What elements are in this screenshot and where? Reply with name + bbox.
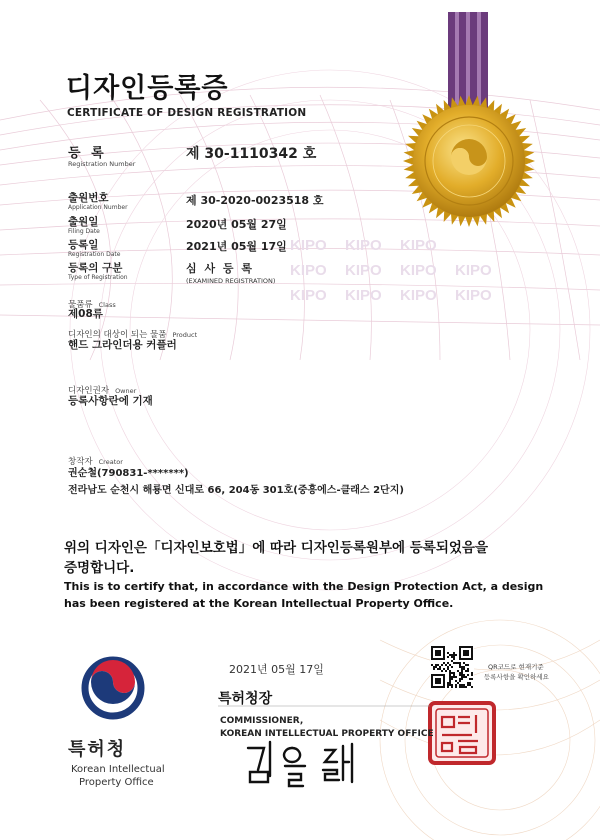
product-label-en: Product xyxy=(172,331,198,339)
kipo-logo-icon xyxy=(85,660,141,716)
class-label-en: Class xyxy=(98,301,116,309)
issue-date: 2021년 05월 17일 xyxy=(229,663,324,676)
svg-text:KIPO: KIPO xyxy=(290,237,327,254)
statement-ko-line2: 증명합니다. xyxy=(64,560,135,576)
office-name: 특허청 xyxy=(68,739,127,760)
qr-code-icon xyxy=(430,645,474,689)
product-value: 핸드 그라인더용 커플러 xyxy=(68,339,177,351)
owner-value: 등록사항란에 기재 xyxy=(68,395,153,407)
registration-type-sub: (EXAMINED REGISTRATION) xyxy=(186,277,276,285)
filing-date-value: 2020년 05월 27일 xyxy=(186,218,287,231)
statement-ko xyxy=(64,538,488,578)
owner-label: 디자인권자 xyxy=(68,386,110,396)
registration-date-value: 2021년 05월 17일 xyxy=(186,240,287,253)
application-number-label: 출원번호 xyxy=(68,192,109,204)
registration-type-value: 심 사 등 록 xyxy=(186,262,254,275)
svg-text:KIPO: KIPO xyxy=(345,287,382,304)
registration-number: 제 30-1110342 호 xyxy=(186,146,317,162)
statement-ko-line1: 위의 디자인은「디자인보호법」에 따라 디자인등록원부에 등록되었음을 xyxy=(64,540,488,556)
creator-name: 권순철(790831-*******) xyxy=(68,468,189,479)
registration-date-label: 등록일 xyxy=(68,239,99,251)
page-subtitle: CERTIFICATE OF DESIGN REGISTRATION xyxy=(67,107,307,119)
qr-note-line2: 등록사항을 확인하세요 xyxy=(484,673,549,681)
official-stamp-icon xyxy=(430,703,494,763)
creator-label: 창작자 xyxy=(68,457,93,467)
class-value: 제08류 xyxy=(68,308,103,320)
svg-text:KIPO: KIPO xyxy=(455,287,492,304)
svg-text:KIPO: KIPO xyxy=(345,262,382,279)
svg-text:KIPO: KIPO xyxy=(400,262,437,279)
svg-text:KIPO: KIPO xyxy=(455,262,492,279)
svg-text:KIPO: KIPO xyxy=(345,237,382,254)
application-number-label-en: Application Number xyxy=(68,204,128,211)
svg-text:KIPO: KIPO xyxy=(400,287,437,304)
registration-type-label: 등록의 구분 xyxy=(68,262,123,274)
commissioner-en-line2: KOREAN INTELLECTUAL PROPERTY OFFICE xyxy=(220,729,434,739)
registration-label-en: Registration Number xyxy=(68,160,136,168)
svg-text:KIPO: KIPO xyxy=(290,287,327,304)
signature xyxy=(248,742,352,786)
commissioner-title: 특허청장 xyxy=(218,691,273,707)
creator-label-en: Creator xyxy=(98,458,123,466)
office-name-en-line1: Korean Intellectual xyxy=(71,764,165,775)
registration-date-label-en: Registration Date xyxy=(68,251,121,258)
registration-label: 등 록 xyxy=(68,146,107,161)
gold-seal-icon xyxy=(403,95,535,227)
commissioner-en-line1: COMMISSIONER, xyxy=(220,716,304,726)
watermark-kipo xyxy=(290,237,492,304)
statement-en xyxy=(64,578,543,612)
office-name-en-line2: Property Office xyxy=(79,777,154,788)
creator-address: 전라남도 순천시 해룡면 신대로 66, 204동 301호(중흥에스-클래스 2단지) xyxy=(68,485,404,496)
qr-note-line1: QR코드로 현재기준 xyxy=(488,663,544,671)
application-number-value: 제 30-2020-0023518 호 xyxy=(186,194,324,207)
filing-date-label-en: Filing Date xyxy=(68,228,100,235)
owner-label-en: Owner xyxy=(115,387,137,395)
class-label: 물품류 xyxy=(68,300,93,310)
filing-date-label: 출원일 xyxy=(68,216,99,228)
statement-en-line2: has been registered at the Korean Intellectual Property Office. xyxy=(64,597,454,610)
product-label: 디자인의 대상이 되는 물품 xyxy=(68,330,167,340)
statement-en-line1: This is to certify that, in accordance with the Design Protection Act, a design xyxy=(64,580,544,593)
svg-text:KIPO: KIPO xyxy=(400,237,437,254)
registration-type-label-en: Type of Registration xyxy=(68,274,128,281)
svg-text:KIPO: KIPO xyxy=(290,262,327,279)
page-title: 디자인등록증 xyxy=(66,73,229,104)
